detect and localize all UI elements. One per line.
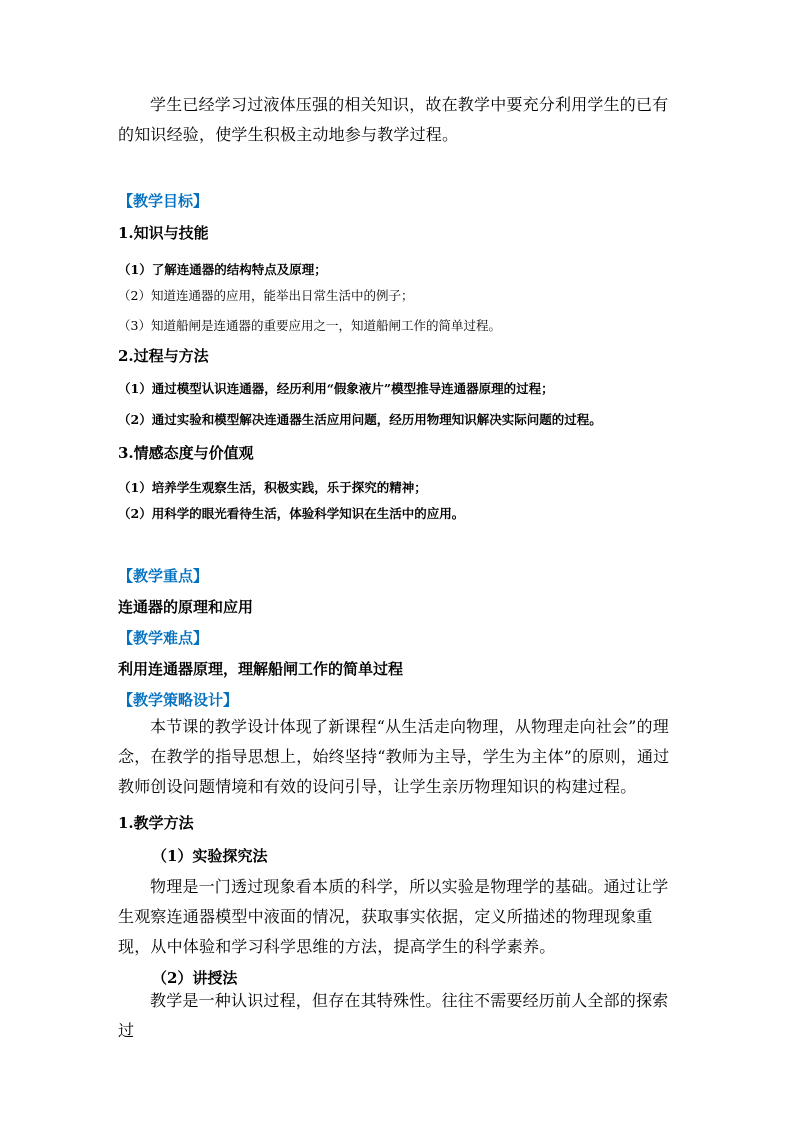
method1-heading: （1）实验探究法 [152,847,268,865]
objectives-title: 【教学目标】 [118,192,209,210]
strategy-paragraph: 本节课的教学设计体现了新课程“从生活走向物理，从物理走向社会”的理念，在教学的指导思想上，始终坚持“教师为主导，学生为主体”的原则，通过教师创设问题情境和有效的设问引导，让学生亲历物理知识的构建过程。 [118,717,670,796]
difficulties-text: 利用连通器原理，理解船闸工作的简单过程 [118,660,404,678]
key-points-text: 连通器的原理和应用 [118,598,254,616]
method1-paragraph: 物理是一门透过现象看本质的科学，所以实验是物理学的基础。通过让学生观察连通器模型中液面的情况，获取事实依据，定义所描述的物理现象重现，从中体验和学习科学思维的方法，提高学生的科学素养。 [118,877,669,956]
method2-heading: （2）讲授法 [152,969,238,987]
method2-paragraph: 教学是一种认识过程，但存在其特殊性。往往不需要经历前人全部的探索过 [118,991,669,1040]
attitude-item-1: （1）培养学生观察生活，积极实践，乐于探究的精神； [118,480,427,495]
knowledge-item-2: （2）知道连通器的应用，能举出日常生活中的例子； [118,288,414,303]
process-item-1: （1）通过模型认识连通器，经历利用“假象液片”模型推导连通器原理的过程； [118,381,554,396]
attitude-item-2: （2）用科学的眼光看待生活，体验科学知识在生活中的应用。 [118,506,465,521]
strategy-title: 【教学策略设计】 [118,691,239,709]
teaching-methods-heading: 1.教学方法 [118,814,194,832]
difficulties-title: 【教学难点】 [118,629,209,647]
attitude-values-heading: 3.情感态度与价值观 [118,444,254,462]
process-item-2: （2）通过实验和模型解决连通器生活应用问题，经历用物理知识解决实际问题的过程。 [118,412,602,427]
knowledge-item-3: （3）知道船闸是连通器的重要应用之一，知道船闸工作的简单过程。 [118,318,501,333]
knowledge-item-1: （1）了解连通器的结构特点及原理； [118,262,327,277]
intro-paragraph: 学生已经学习过液体压强的相关知识，故在教学中要充分利用学生的已有的知识经验，使学生积极主动地参与教学过程。 [118,95,669,144]
key-points-title: 【教学重点】 [118,567,209,585]
process-methods-heading: 2.过程与方法 [118,347,209,365]
knowledge-skills-heading: 1.知识与技能 [118,224,209,242]
